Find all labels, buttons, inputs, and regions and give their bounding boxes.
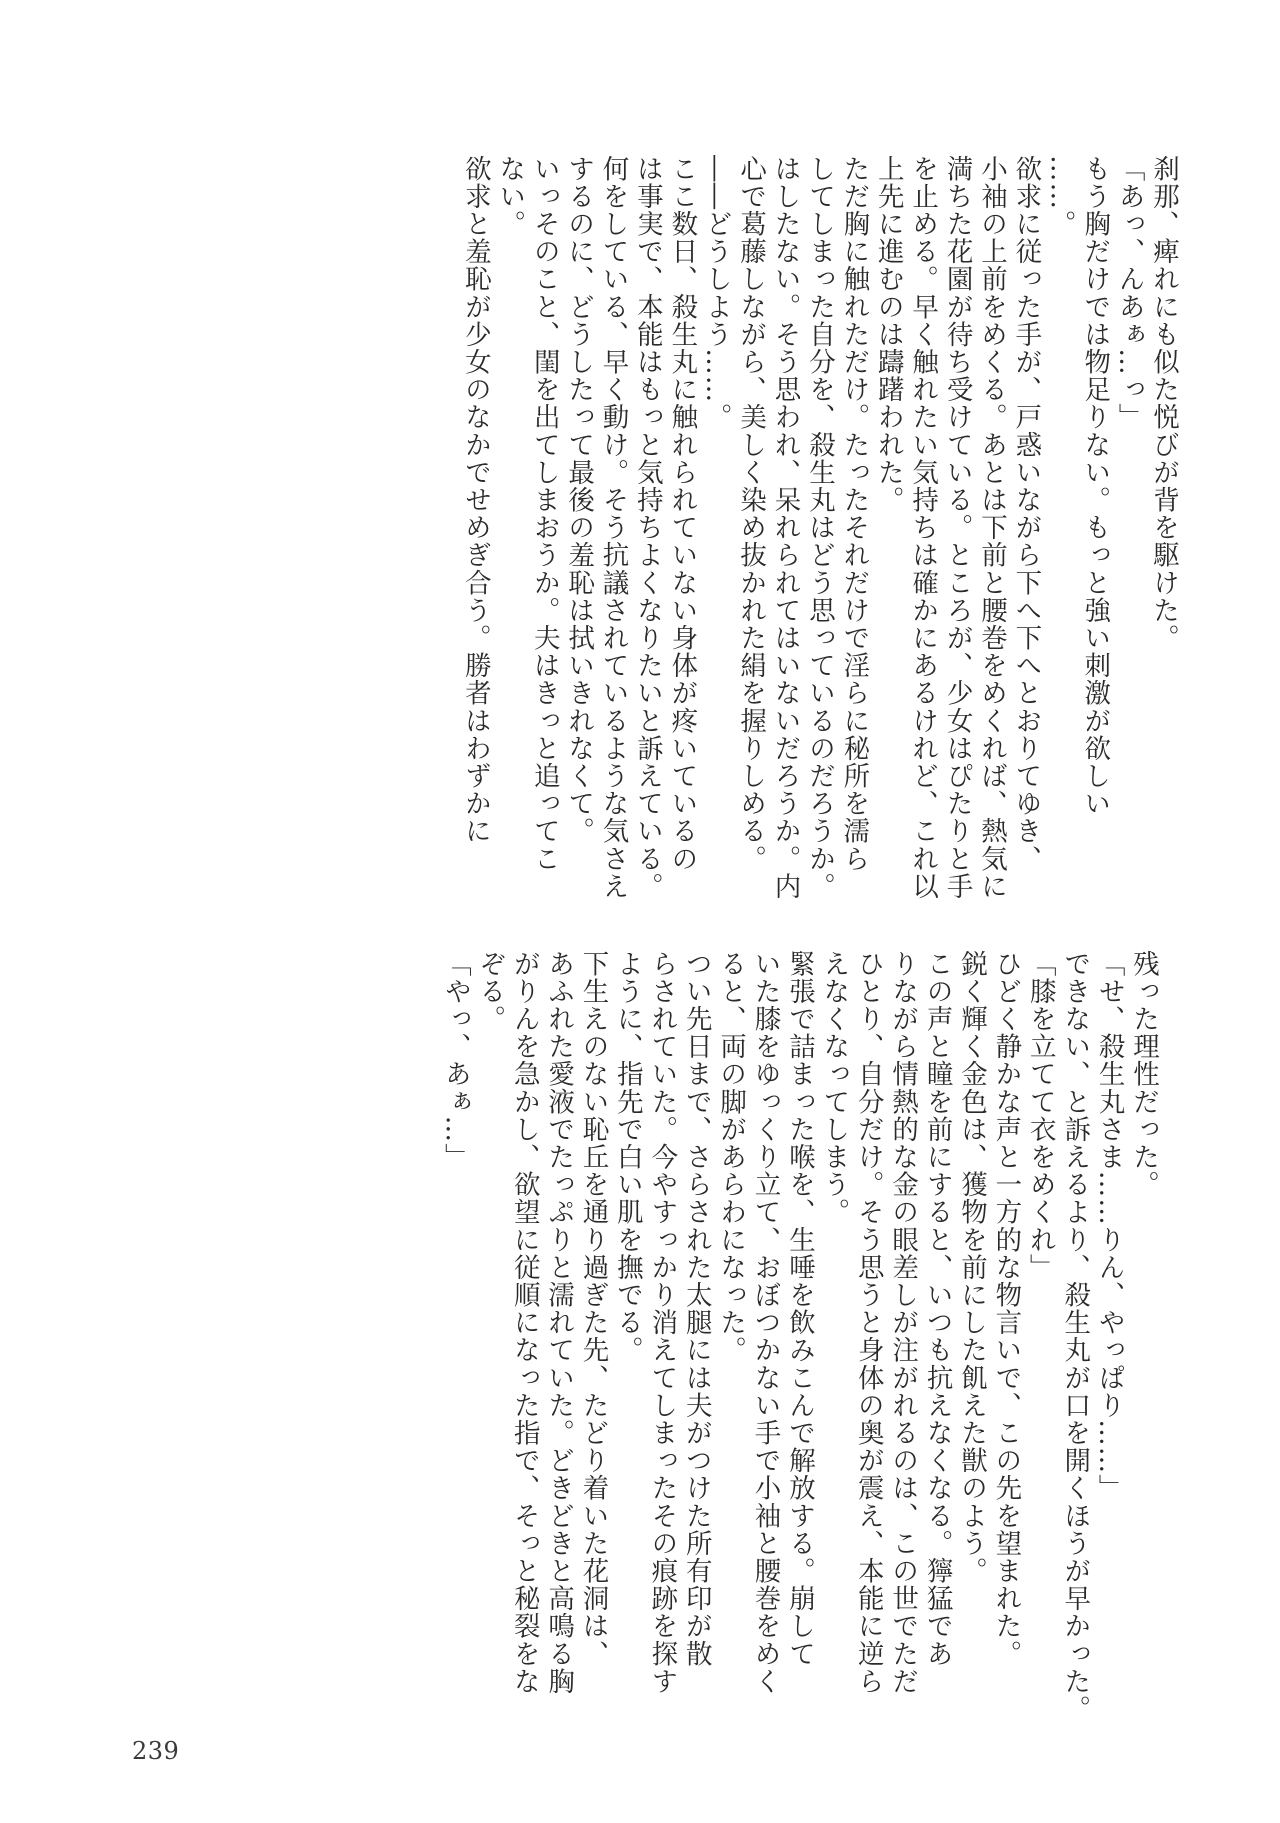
text-line: を止める。早く触れたい気持ちは確かにあるけれど、これ以	[907, 155, 939, 901]
text-line: できない、と訴えるより、殺生丸が口を開くほうが早かった。	[1059, 950, 1091, 1723]
text-line: するのに、どうしたって最後の羞恥は拭いきれなくて。	[563, 155, 595, 845]
text-line: ない。	[494, 155, 526, 238]
text-line: は事実で、本能はもっと気持ちよくなりたいと訴えている。	[631, 155, 663, 901]
text-line: 小袖の上前をめくる。あとは下前と腰巻をめくれば、熱気に	[975, 155, 1007, 901]
text-line: 心で葛藤しながら、美しく染め抜かれた絹を握りしめる。	[735, 155, 767, 873]
text-line: 欲求に従った手が、戸惑いながら下へ下へとおりてゆき、	[1010, 155, 1042, 873]
text-line: 刹那、痺れにも似た悦びが背を駆けた。	[1148, 155, 1179, 652]
text-line: 鋭く輝く金色は、獲物を前にした飢えた獣のよう。	[955, 950, 987, 1585]
text-line: いた膝をゆっくり立て、おぼつかない手で小袖と腰巻をめく	[749, 950, 781, 1696]
text-line: この声と瞳を前にすると、いつも抗えなくなる。獰猛であ	[921, 950, 953, 1668]
text-line: ひどく静かな声と一方的な物言いで、この先を望まれた。	[990, 950, 1022, 1668]
text-line: 欲求と羞恥が少女のなかでせめぎ合う。勝者はわずかに	[459, 155, 491, 845]
text-line: ると、両の脚があらわになった。	[715, 950, 747, 1364]
text-line: つい先日まで、さらされた太腿には夫がつけた所有印が散	[680, 950, 712, 1668]
text-line: いっそのこと、閨を出てしまおうか。夫はきっと追ってこ	[528, 155, 560, 873]
text-line: 「やっ、あぁ…」	[439, 950, 471, 1171]
text-line: 「膝を立てて衣をめくれ」	[1024, 950, 1056, 1282]
upper-text-block	[360, 155, 1180, 901]
text-line: 「せ、殺生丸さま……りん、やっぱり……」	[1093, 950, 1125, 1502]
text-line: もう胸だけでは物足りない。もっと強い刺激が欲しい	[1079, 155, 1111, 818]
lower-text-block	[340, 950, 1160, 1723]
text-line: 残った理性だった。	[1128, 950, 1159, 1199]
text-line: はしたない。そう思われ、呆れられてはいないだろうか。内	[769, 155, 801, 901]
text-line: ……。	[1044, 155, 1076, 238]
text-line: ぞる。	[474, 950, 506, 1033]
text-line: 下生えのない恥丘を通り過ぎた先、たどり着いた花洞は、	[577, 950, 609, 1668]
text-line: 緊張で詰まった喉を、生唾を飲みこんで解放する。崩して	[783, 950, 815, 1668]
text-line: 「あっ、んあぁ…っ」	[1113, 155, 1145, 431]
text-line: がりんを急かし、欲望に従順になった指で、そっと秘裂をな	[508, 950, 540, 1696]
text-line: ――どうしよう……。	[700, 155, 732, 431]
text-line: らされていた。今やすっかり消えてしまったその痕跡を探す	[646, 950, 678, 1696]
text-line: 上先に進むのは躊躇われた。	[872, 155, 904, 514]
text-line: ひとり、自分だけ。そう思うと身体の奥が震え、本能に逆ら	[852, 950, 884, 1696]
text-line: してしまった自分を、殺生丸はどう思っているのだろうか。	[803, 155, 835, 901]
text-line: ように、指先で白い肌を撫でる。	[611, 950, 643, 1364]
text-line: 何をしている、早く動け。そう抗議されているような気さえ	[597, 155, 629, 901]
text-line: 満ちた花園が待ち受けている。ところが、少女はぴたりと手	[941, 155, 973, 901]
text-line: ここ数日、殺生丸に触れられていない身体が疼いているの	[666, 155, 698, 873]
text-line: りながら情熱的な金の眼差しが注がれるのは、この世でただ	[887, 950, 919, 1696]
text-line: ただ胸に触れただけ。たったそれだけで淫らに秘所を濡ら	[838, 155, 870, 873]
text-line: あふれた愛液でたっぷりと濡れていた。どきどきと高鳴る胸	[543, 950, 575, 1696]
text-line: えなくなってしまう。	[818, 950, 850, 1226]
page-number: 239	[132, 1737, 180, 1765]
